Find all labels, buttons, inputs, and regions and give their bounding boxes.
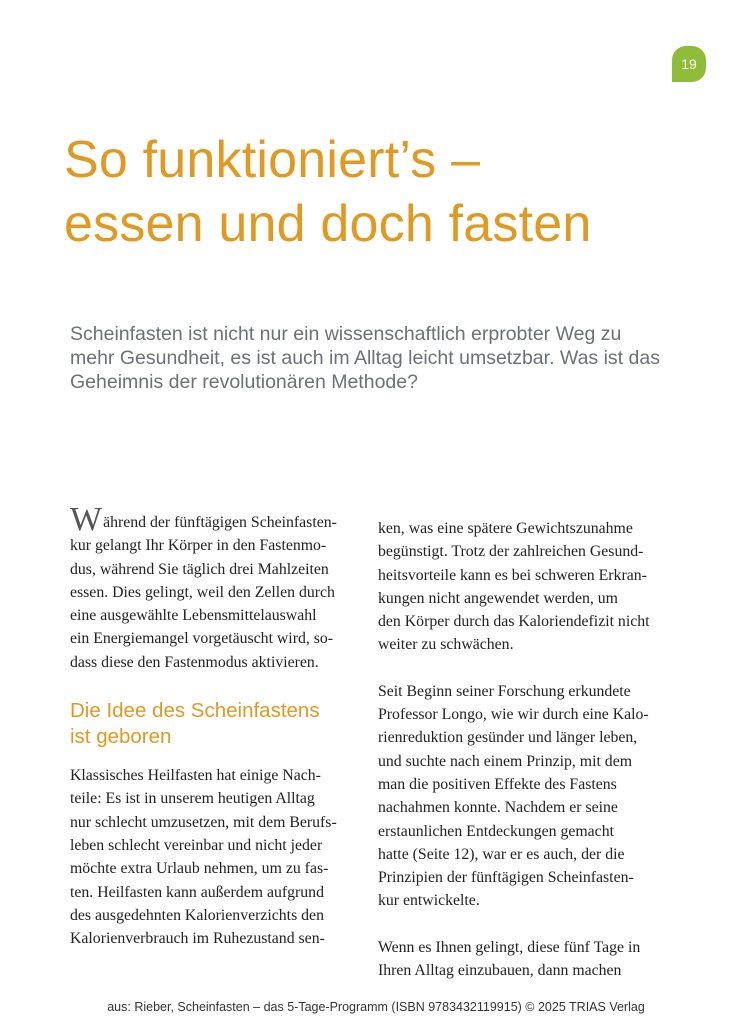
text-line: Klassisches Heilfasten hat einige Nach-: [70, 767, 321, 785]
text-line: begünstigt. Trotz der zahlreichen Gesund-: [378, 543, 644, 561]
text-line: des ausgedehnten Kalorienverzichts den: [70, 906, 324, 924]
text-line: und suchte nach einem Prinzip, mit dem: [378, 752, 633, 770]
text-line: kungen nicht angewendet werden, um: [378, 589, 618, 607]
source-footer: aus: Rieber, Scheinfasten – das 5-Tage-Programm (ISBN 9783432119915) © 2025 TRIAS Verlag: [107, 1000, 645, 1014]
page-number-badge: 19: [672, 46, 706, 82]
section-subheading: [70, 698, 370, 750]
title-line: So funktioniert’s –: [64, 131, 481, 189]
text-line: leben schlecht vereinbar und nicht jeder: [70, 836, 323, 854]
text-line: weiter zu schwächen.: [378, 636, 514, 654]
body-paragraph: [378, 936, 678, 983]
subheading-line: ist geboren: [70, 725, 172, 749]
text-line: rienreduktion gesünder und länger leben,: [378, 729, 638, 747]
text-line: ährend der fünftägigen Scheinfasten-: [103, 514, 337, 531]
text-line: möchte extra Urlaub nehmen, um zu fas-: [70, 860, 329, 878]
intro-paragraph: [70, 322, 710, 394]
text-line: den Körper durch das Kaloriendefizit nicht: [378, 613, 650, 631]
body-paragraph: [70, 501, 370, 674]
text-line: Prinzipien der fünftägigen Scheinfasten-: [378, 869, 634, 887]
intro-line: Geheimnis der revolutionären Methode?: [70, 371, 418, 393]
left-column: [70, 501, 370, 973]
text-line: eine ausgewählte Lebensmittelauswahl: [70, 607, 317, 625]
text-line: Ihren Alltag einzubauen, dann machen: [378, 962, 622, 980]
text-line: Kalorienverbrauch im Ruhezustand sen-: [70, 930, 325, 948]
text-line: dus, während Sie täglich drei Mahlzeiten: [70, 560, 329, 578]
drop-cap: W: [70, 501, 103, 538]
intro-line: mehr Gesundheit, es ist auch im Alltag leicht umsetzbar. Was ist das: [70, 347, 660, 369]
text-line: Seit Beginn seiner Forschung erkundete: [378, 682, 631, 700]
text-line: Wenn es Ihnen gelingt, diese fünf Tage in: [378, 938, 641, 956]
text-line: Professor Longo, wie wir durch eine Kalo-: [378, 706, 649, 724]
body-paragraph: [70, 764, 370, 950]
body-paragraph: [378, 680, 678, 913]
text-line: nur schlecht umzusetzen, mit dem Berufs-: [70, 813, 337, 831]
text-line: hatte (Seite 12), war er es auch, der die: [378, 845, 625, 863]
right-column: [378, 517, 678, 1005]
text-line: dass diese den Fastenmodus aktivieren.: [70, 653, 319, 671]
first-line: [70, 501, 370, 538]
text-line: erstaunlichen Entdeckungen gemacht: [378, 822, 614, 840]
text-line: ein Energiemangel vorgetäuscht wird, so-: [70, 630, 334, 648]
text-line: kur gelangt Ihr Körper in den Fastenmo-: [70, 537, 327, 555]
text-line: ken, was eine spätere Gewichtszunahme: [378, 520, 633, 537]
title-line: essen und doch fasten: [64, 195, 592, 253]
text-line: essen. Dies gelingt, weil den Zellen durch: [70, 583, 335, 601]
subheading-line: Die Idee des Scheinfastens: [70, 699, 320, 723]
intro-line: Scheinfasten ist nicht nur ein wissenschaftlich erprobter Weg zu: [70, 323, 622, 345]
text-line: man die positiven Effekte des Fastens: [378, 775, 617, 793]
text-line: teile: Es ist in unserem heutigen Alltag: [70, 790, 315, 808]
text-line: heitsvorteile kann es bei schweren Erkran-: [378, 566, 647, 584]
text-line: nachahmen konnte. Nachdem er seine: [378, 799, 618, 817]
text-line: kur entwickelte.: [378, 892, 480, 910]
text-line: ten. Heilfasten kann außerdem aufgrund: [70, 883, 324, 901]
body-paragraph: [378, 517, 678, 657]
page-title: [64, 128, 704, 256]
